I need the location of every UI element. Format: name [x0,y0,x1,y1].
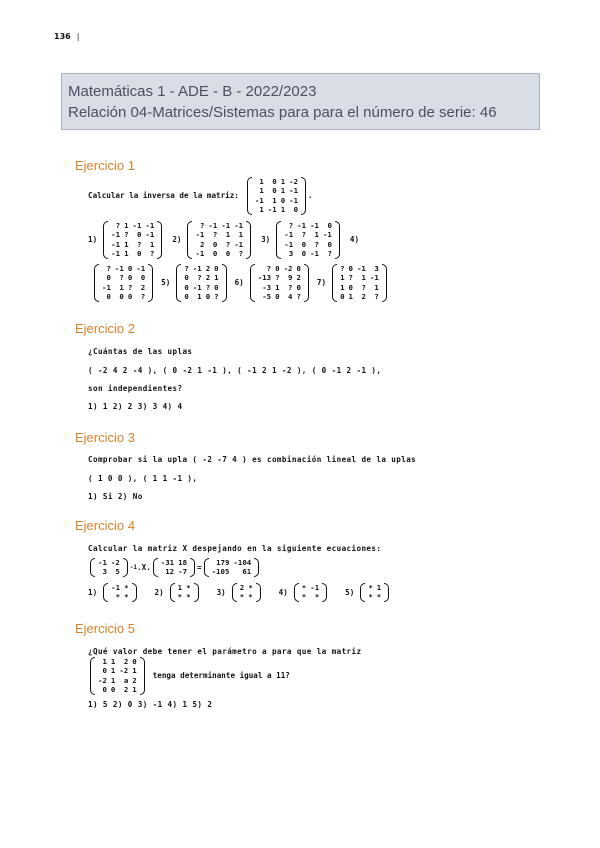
exercise-2-options: 1) 1 2) 2 3) 3 4) 4 [88,402,183,411]
matrix-cell: 0 [280,195,286,205]
matrix-cell: -1 [192,282,202,292]
matrix-cell: 2 [205,273,211,283]
matrix-cell: -13 [257,273,272,283]
matrix-cell: 61 [242,567,252,577]
matrix-cell: 1 [177,583,183,592]
matrix-cell: 1 [119,282,124,292]
matrix-cell: 0 [340,292,345,302]
matrix-cell: ? [314,239,319,249]
matrix-cell: ? [197,273,202,283]
matrix-cell: -1 [369,273,379,283]
matrix-cell: -1 [145,230,155,240]
exercise-1-statement: Calcular la inversa de la matriz: 1 0 1 -2 1 0 1 -1 -1 1 0 -1 1 -1 1 0 . [88,177,313,215]
matrix-cell: 1 [124,239,129,249]
option-matrix-3 [276,221,340,259]
matrix-cell: 1 [314,230,319,240]
matrix-cell: -1 [310,583,320,592]
matrix-cell: * [186,592,191,602]
matrix-cell: 0 [106,292,111,302]
option-label: 2) [154,587,164,597]
right-bracket [301,177,306,215]
matrix-cell: -1 [136,264,146,273]
matrix-cell: 0 [127,292,133,302]
matrix-cell: * [186,583,191,592]
matrix-cell: ? [149,249,155,259]
option-label: 4) [349,235,360,245]
matrix-cell: -2 [119,666,129,676]
matrix-cell: -104 [233,558,252,567]
matrix-cell: -1 [195,230,205,240]
option-label: 7) [316,278,327,288]
left-bracket [232,583,237,602]
exercise-5-prompt: ¿Qué valor debe tener el parámetro a para que la matriz [88,647,362,656]
matrix-cell: 0 [275,264,280,273]
right-bracket [157,221,162,259]
matrix-cell: ? [340,264,345,273]
matrix-cell: * [248,583,253,592]
option-label: 3) [216,587,226,597]
matrix-cell: * [248,592,253,602]
matrix-cell: ? [288,221,294,230]
matrix-cell: -1 [132,221,142,230]
matrix-cell: ? [106,264,111,273]
matrix-cell: -105 [211,567,230,577]
matrix-cell: 0 [225,249,231,259]
matrix-cell: 0 [296,282,301,292]
right-bracket [132,583,137,602]
matrix-cell: 1 [340,273,345,283]
matrix-cell: 1 [132,685,137,695]
option-matrix-5 [360,583,389,602]
matrix-cell: 0 [214,282,219,292]
matrix-cell: 0 [140,273,146,283]
right-bracket [384,583,389,602]
exercise-3-tuples: ( 1 0 0 ), ( 1 1 -1 ), [88,474,198,483]
header-title: Matemáticas 1 - ADE - B - 2022/2023 [68,83,317,100]
matrix-cell: ? [327,249,332,259]
matrix-cell: ? [225,239,231,249]
matrix-cell: 4 [288,292,293,302]
matrix-cell: -31 [160,558,175,567]
matrix-cell: ? [348,273,353,283]
matrix-cell: -1 [114,264,124,273]
matrix-cell: 1 [374,282,379,292]
matrix-cell: 0 [102,685,107,695]
option-label: 5) [345,587,355,597]
matrix-cell: -1 [111,583,121,592]
option-label: 5) [161,278,171,288]
right-bracket [304,264,309,302]
matrix-a [90,558,128,577]
matrix-cell: 2 [296,273,301,283]
matrix-cell: * [124,592,129,602]
matrix-cell: 1 [110,666,116,676]
matrix-cell: -1 [221,221,231,230]
matrix-cell: -1 [145,221,155,230]
matrix-cell: ? [212,230,218,240]
exercise-4-title: Ejercicio 4 [75,518,135,533]
matrix-cell: 0 [102,666,107,676]
matrix-cell: ? [374,292,379,302]
matrix-cell: -5 [262,292,272,302]
matrix-cell: 2 [140,282,146,292]
exercise-3-options: 1) Si 2) No [88,492,143,501]
matrix-cell: 3 [374,264,379,273]
exercise-3-title: Ejercicio 3 [75,430,135,445]
matrix-cell: 1 [272,195,277,205]
left-bracket [250,264,255,302]
matrix-cell: * [368,583,373,592]
matrix-cell: 0 [212,239,218,249]
option-matrix-7 [332,264,387,302]
matrix-cell: ? [184,264,189,273]
matrix-cell: 1 [376,583,382,592]
matrix-cell: ? [127,282,133,292]
matrix-cell: -1 [284,239,294,249]
option-label: 4) [278,587,288,597]
matrix-cell: -1 [267,205,277,215]
matrix-cell: 0 [127,273,133,283]
matrix-cell: * [314,592,320,602]
matrix-cell: * [115,592,121,602]
matrix-cell: 2 [123,685,129,695]
matrix-cell: 3 [288,249,294,259]
matrix-cell: 5 [115,567,120,577]
matrix-cell: 0 [301,239,307,249]
matrix-cell: -1 [310,221,319,230]
matrix-cell: -1 [195,249,205,259]
matrix-cell: 0 [272,186,277,196]
left-bracket [103,583,108,602]
matrix-cell: -7 [178,567,188,577]
matrix-cell: 1 [197,292,202,302]
matrix-cell: 1 [149,239,155,249]
matrix-cell: * [177,592,183,602]
matrix-cell: -1 [356,264,366,273]
left-bracket [247,177,252,215]
option-matrix-4 [94,264,153,302]
matrix-cell: * [239,592,245,602]
matrix-b [153,558,195,577]
matrix-cell: 18 [178,558,188,567]
exercise-3-prompt: Comprobar si la upla ( -2 -7 4 ) es combinación lineal de la uplas [88,455,417,464]
exercise-5-title: Ejercicio 5 [75,621,135,636]
matrix-cell: -1 [111,249,121,259]
matrix-cell: 2 [132,675,137,685]
matrix-cell: ? [136,239,142,249]
matrix-cell: ? [214,292,219,302]
matrix-cell: 1 [102,657,107,666]
matrix-cell: ? [205,282,211,292]
option-matrix-2 [187,221,251,259]
matrix-cell: * [124,583,129,592]
matrix-cell: -1 [310,249,319,259]
right-bracket [190,558,195,577]
matrix-cell: ? [238,249,244,259]
matrix-cell: 0 [348,282,353,292]
matrix-cell: 0 [272,177,277,186]
matrix-cell: -1 [289,186,299,196]
matrix-cell: 1 [259,205,264,215]
matrix-cell: 1 [238,230,244,240]
matrix-cell: 1 [110,657,116,666]
right-bracket [382,264,387,302]
matrix-cell: 0 [275,292,280,302]
option-label: 2) [172,235,182,245]
left-bracket [170,583,175,602]
matrix-cell: 0 [301,249,307,259]
option-label: 3) [261,235,271,245]
matrix-cell: 0 [214,264,219,273]
matrix-cell: -1 [284,230,294,240]
matrix-cell: ? [296,292,301,302]
matrix-cell: -1 [322,230,332,240]
matrix-cell: * [368,592,373,602]
right-bracket [123,558,128,577]
matrix-cell: 2 [361,292,366,302]
matrix-cell: 0 [205,292,211,302]
matrix-cell: 3 [102,567,107,577]
right-bracket [322,583,327,602]
matrix-cell: -3 [262,282,272,292]
left-bracket [187,221,192,259]
left-bracket [276,221,281,259]
matrix-cell: 179 [216,558,230,567]
right-bracket [335,221,340,259]
matrix-cell: 1 [361,273,366,283]
matrix-cell: 0 [184,292,189,302]
matrix-cell: 0 [184,282,189,292]
right-bracket [246,221,251,259]
page-number: 136 | [54,32,80,41]
right-bracket [194,583,199,602]
matrix-cell: ? [199,221,205,230]
matrix-cell: 2 [205,264,211,273]
exercise-5-options: 1) 5 2) 0 3) -1 4) 1 5) 2 [88,700,213,709]
left-bracket [294,583,299,602]
matrix-cell: -1 [102,282,111,292]
exercise-2-tuples: ( -2 4 2 -4 ), ( 0 -2 1 -1 ), ( -1 2 1 -2 ), ( 0 -1 2 -1 ), [88,366,382,375]
matrix-cell: ? [124,230,129,240]
matrix-cell: -1 [254,195,264,205]
option-matrix-6 [250,264,309,302]
right-bracket [222,264,227,302]
matrix-cell: 9 [288,273,293,283]
left-bracket [153,558,158,577]
matrix-cell: 0 [106,273,111,283]
matrix-cell: * [301,583,307,592]
exercise-4-equation [88,558,261,577]
matrix-cell: 1 [124,221,129,230]
matrix-cell: 1 [259,186,264,196]
matrix-c [204,558,260,577]
right-bracket [256,583,261,602]
matrix-cell: * [376,592,382,602]
exercise-5-suffix: tenga determinante igual a 11? [152,671,290,681]
matrix-cell: 1 [124,249,129,259]
matrix-cell: 2 [123,657,129,666]
option-matrix-4 [294,583,327,602]
matrix-cell: ? [288,282,293,292]
matrix-cell: 1 [110,675,116,685]
left-bracket [103,221,108,259]
right-bracket [140,657,145,695]
left-bracket [176,264,181,302]
matrix-cell: 1 [280,177,286,186]
matrix-cell: 0 [348,264,353,273]
matrix-cell: -2 [283,264,293,273]
matrix-cell: -2 [110,558,120,567]
exercise-1-title: Ejercicio 1 [75,158,135,173]
exercise-1-prompt: Calcular la inversa de la matriz: [88,191,239,201]
matrix-cell: 0 [293,205,299,215]
matrix-cell: ? [140,292,146,302]
matrix-cell: 1 [280,205,286,215]
matrix-cell: -1 [208,221,218,230]
exercise-4-options [88,583,407,602]
matrix-cell: 1 [259,177,264,186]
matrix-cell: 2 [199,239,205,249]
left-bracket [90,558,95,577]
matrix-cell: 0 [132,657,137,666]
matrix-cell: ? [266,264,272,273]
matrix-cell: -1 [111,230,121,240]
option-label: 1) [88,587,98,597]
matrix-cell: 0 [184,273,189,283]
matrix-cell: 0 [327,239,332,249]
option-label: 1) [88,235,98,245]
exercise-1-options-row-1 [88,221,363,259]
exercise-5-statement [88,657,290,695]
exercise-2-prompt: ¿Cuántas de las uplas [88,347,193,356]
unknown-x: .X. [137,562,151,572]
exercise-2-title: Ejercicio 2 [75,321,135,336]
matrix-cell: 2 [239,583,245,592]
matrix-cell: 1 [340,282,345,292]
inverse-exponent: -1 [129,563,138,571]
matrix-cell: 1 [132,666,137,676]
matrix-cell: -1 [297,221,307,230]
left-bracket [204,558,209,577]
matrix-cell: 1 [225,230,231,240]
option-matrix-1 [103,221,162,259]
matrix-cell: 0 [136,249,142,259]
matrix-cell: -1 [111,239,121,249]
matrix-cell: ? [119,273,124,283]
option-matrix-3 [232,583,261,602]
right-bracket [254,558,259,577]
exercise-4-prompt: Calcular la matriz X despejando en la siguiente ecuaciones: [88,544,382,553]
equals-sign: = [197,562,202,572]
exercise-1-options-row-2 [92,264,389,302]
matrix-cell: * [301,592,307,602]
option-matrix-2 [170,583,199,602]
matrix-cell: -2 [98,675,107,685]
left-bracket [332,264,337,302]
left-bracket [360,583,365,602]
matrix-cell: a [123,675,129,685]
matrix-cell: 1 [348,292,353,302]
matrix-cell: -1 [234,221,244,230]
matrix-cell: 0 [110,685,116,695]
left-bracket [94,264,99,302]
matrix-cell: -2 [289,177,299,186]
matrix-cell: ? [115,221,121,230]
exercise-1-matrix [247,177,306,215]
left-bracket [90,657,95,695]
matrix-cell: 0 [127,264,133,273]
matrix-cell: -1 [192,264,202,273]
option-matrix-1 [103,583,136,602]
right-bracket [148,264,153,302]
matrix-cell: 1 [280,186,286,196]
option-label: 6) [234,278,244,288]
option-matrix-5 [176,264,226,302]
matrix-cell: 0 [327,221,332,230]
matrix-cell: -1 [289,195,299,205]
matrix-cell: 0 [212,249,218,259]
exercise-5-matrix [90,657,145,695]
matrix-cell: ? [301,230,307,240]
exercise-2-suffix: son independientes? [88,384,183,393]
header-subtitle: Relación 04-Matrices/Sistemas para para el número de serie: 46 [68,104,497,121]
matrix-cell: 1 [275,282,280,292]
matrix-cell: 0 [136,230,142,240]
matrix-cell: 1 [214,273,219,283]
matrix-cell: 0 [119,292,124,302]
matrix-cell: -1 [98,558,107,567]
matrix-cell: ? [361,282,366,292]
matrix-cell: -1 [234,239,244,249]
matrix-cell: 12 [165,567,175,577]
matrix-cell: 0 [296,264,301,273]
document-header [61,73,540,130]
matrix-cell: ? [275,273,280,283]
